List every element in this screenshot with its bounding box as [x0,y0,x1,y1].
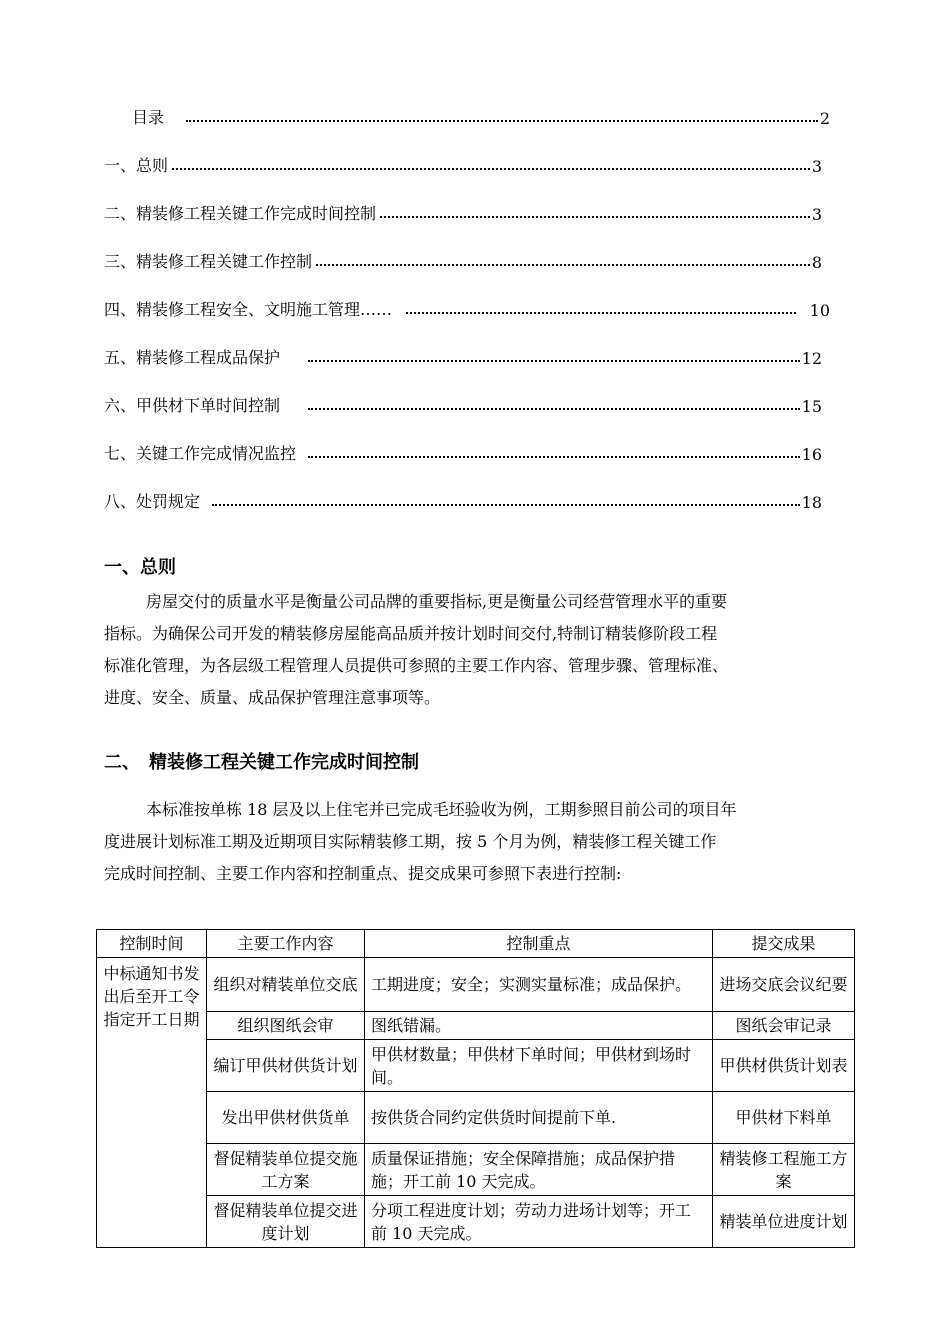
section-general-body [104,586,844,714]
toc-leader-dots [186,119,818,122]
cell-result: 进场交底会议纪要 [713,958,855,1012]
toc-leader-dots [308,359,800,362]
toc-item-page: 2 [819,109,830,128]
toc-item-key-work[interactable] [104,246,822,272]
toc-leader-dots [406,311,796,314]
control-table [96,929,855,1248]
header-control-focus: 控制重点 [365,930,713,958]
toc-item-title: 二、精装修工程关键工作完成时间控制 [104,204,377,223]
cell-work: 发出甲供材供货单 [207,1092,365,1144]
toc-item-safety[interactable] [104,294,830,320]
cell-work: 组织对精装单位交底 [207,958,365,1012]
toc-item-protection[interactable] [104,342,822,368]
toc-leader-dots [380,215,810,218]
table-row [97,958,855,1012]
toc-item-title: 目录 [132,108,165,127]
table-row [97,1040,855,1092]
toc-item-page: 16 [801,445,822,464]
table-header-row [97,930,855,958]
toc-leader-dots [308,407,800,410]
toc-item-page: 3 [811,157,822,176]
toc-item-title: 五、精装修工程成品保护 [104,348,281,367]
toc-item-page: 10 [809,301,830,320]
toc-item-monitoring[interactable] [104,438,822,464]
toc-leader-dots [308,455,800,458]
cell-result: 甲供材供货计划表 [713,1040,855,1092]
toc-item-time-control[interactable] [104,198,822,224]
toc-item-title: 七、关键工作完成情况监控 [104,444,297,463]
header-control-time: 控制时间 [97,930,207,958]
cell-work: 编订甲供材供货计划 [207,1040,365,1092]
toc-leader-dots [316,263,810,266]
toc-item-title: 三、精装修工程关键工作控制 [104,252,313,271]
toc-item-page: 12 [801,349,822,368]
toc-item-title: 一、总则 [104,156,169,175]
toc-item-page: 15 [801,397,822,416]
cell-result: 精装修工程施工方案 [713,1144,855,1196]
cell-focus: 工期进度；安全；实测实量标准；成品保护。 [365,958,713,1012]
paragraph-line: 进度、安全、质量、成品保护管理注意事项等。 [104,688,441,707]
toc-item-title: 四、精装修工程安全、文明施工管理…… [104,300,393,319]
header-main-work: 主要工作内容 [207,930,365,958]
toc-item-page: 18 [801,493,822,512]
toc-item-general[interactable] [104,150,822,176]
paragraph-line: 度进展计划标准工期及近期项目实际精装修工期，按 5 个月为例，精装修工程关键工作 [104,832,717,851]
paragraph-line: 房屋交付的质量水平是衡量公司品牌的重要指标,更是衡量公司经营管理水平的重要 [146,592,728,611]
toc-item-penalty[interactable] [104,486,822,512]
paragraph-line: 本标准按单栋 18 层及以上住宅并已完成毛坯验收为例，工期参照目前公司的项目年 [146,800,737,819]
cell-result: 甲供材下料单 [713,1092,855,1144]
cell-result: 精装单位进度计划 [713,1196,855,1248]
toc-item-title: 八、处罚规定 [104,492,201,511]
cell-focus: 按供货合同约定供货时间提前下单. [365,1092,713,1144]
cell-control-period: 中标通知书发出后至开工令指定开工日期 [97,958,207,1248]
toc-item-title: 六、甲供材下单时间控制 [104,396,281,415]
toc-leader-dots [212,503,800,506]
cell-work: 督促精装单位提交施工方案 [207,1144,365,1196]
cell-focus: 分项工程进度计划；劳动力进场计划等；开工前 10 天完成。 [365,1196,713,1248]
table-row [97,1144,855,1196]
section-heading-time-control: 二、 精装修工程关键工作完成时间控制 [104,752,419,773]
paragraph-line: 标准化管理，为各层级工程管理人员提供可参照的主要工作内容、管理步骤、管理标准、 [104,656,729,675]
header-deliverable: 提交成果 [713,930,855,958]
toc-item-page: 8 [811,253,822,272]
table-row [97,1092,855,1144]
toc-leader-dots [172,167,810,170]
toc-item-contents[interactable] [104,102,830,128]
paragraph-line: 指标。为确保公司开发的精装修房屋能高品质并按计划时间交付,特制订精装修阶段工程 [104,624,718,643]
table-row [97,1012,855,1040]
paragraph-line: 完成时间控制、主要工作内容和控制重点、提交成果可参照下表进行控制: [104,864,622,883]
cell-result: 图纸会审记录 [713,1012,855,1040]
toc-item-ordering[interactable] [104,390,822,416]
cell-work: 组织图纸会审 [207,1012,365,1040]
table-row [97,1196,855,1248]
cell-focus: 图纸错漏。 [365,1012,713,1040]
section-heading-general: 一、总则 [104,557,176,578]
section-time-control-body [104,794,844,890]
cell-work: 督促精装单位提交进度计划 [207,1196,365,1248]
cell-focus: 质量保证措施；安全保障措施；成品保护措施；开工前 10 天完成。 [365,1144,713,1196]
toc-item-page: 3 [811,205,822,224]
cell-focus: 甲供材数量；甲供材下单时间；甲供材到场时间。 [365,1040,713,1092]
